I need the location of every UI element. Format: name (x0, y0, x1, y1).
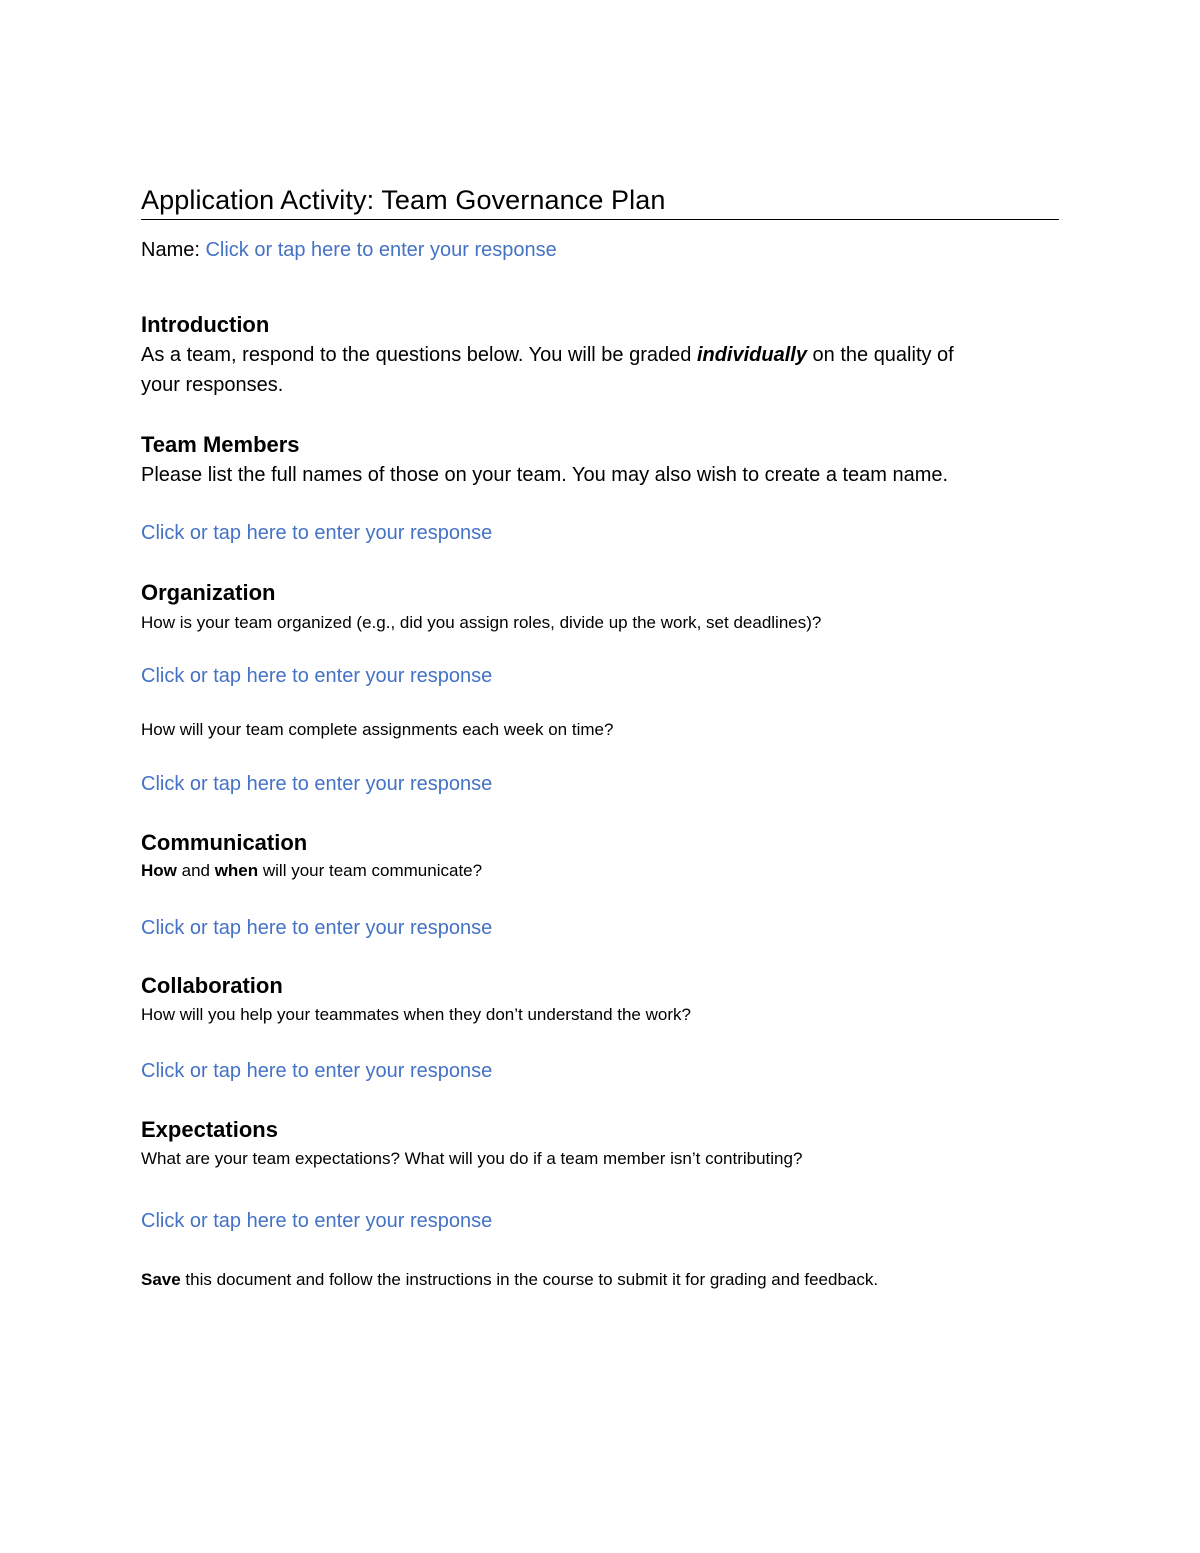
name-label: Name: (141, 239, 206, 261)
communication-response-field[interactable]: Click or tap here to enter your response (141, 917, 493, 939)
introduction-text: As a team, respond to the questions below. You will be graded (141, 344, 697, 366)
introduction-text-line-2: your responses. (141, 374, 284, 396)
team-members-heading: Team Members (141, 432, 300, 457)
organization-question-2: How will your team complete assignments each week on time? (141, 720, 614, 739)
organization-heading: Organization (141, 580, 276, 605)
save-word: Save (141, 1270, 181, 1289)
document-title: Application Activity: Team Governance Plan (141, 185, 666, 215)
communication-heading: Communication (141, 830, 308, 855)
organization-question-1: How is your team organized (e.g., did you assign roles, divide up the work, set deadlines)? (141, 613, 822, 632)
communication-rest: will your team communicate? (258, 861, 483, 880)
introduction-text-after: on the quality of (806, 344, 954, 366)
organization-response-field-1[interactable]: Click or tap here to enter your response (141, 665, 493, 687)
team-members-prompt: Please list the full names of those on your team. You may also wish to create a team name. (141, 464, 949, 486)
communication-when: when (214, 861, 259, 880)
communication-how: How (141, 861, 177, 880)
expectations-response-field[interactable]: Click or tap here to enter your response (141, 1210, 493, 1232)
organization-response-field-2[interactable]: Click or tap here to enter your response (141, 773, 493, 795)
title-underline (141, 219, 1059, 220)
expectations-question: What are your team expectations? What will you do if a team member isn’t contributing? (141, 1149, 803, 1168)
communication-and: and (176, 861, 215, 880)
collaboration-heading: Collaboration (141, 973, 283, 998)
name-response-field[interactable]: Click or tap here to enter your response (205, 239, 557, 261)
communication-question (141, 858, 482, 884)
expectations-heading: Expectations (141, 1117, 278, 1142)
introduction-emphasis: individually (696, 344, 807, 366)
name-row (141, 235, 557, 265)
introduction-text-line-1 (141, 340, 954, 370)
team-members-response-field[interactable]: Click or tap here to enter your response (141, 522, 493, 544)
document-page (141, 0, 1059, 1553)
save-instruction (141, 1267, 878, 1293)
save-instruction-text: this document and follow the instructions in the course to submit it for grading and feedback. (180, 1270, 879, 1289)
collaboration-response-field[interactable]: Click or tap here to enter your response (141, 1060, 493, 1082)
collaboration-question: How will you help your teammates when they don’t understand the work? (141, 1005, 691, 1024)
introduction-heading: Introduction (141, 312, 270, 337)
